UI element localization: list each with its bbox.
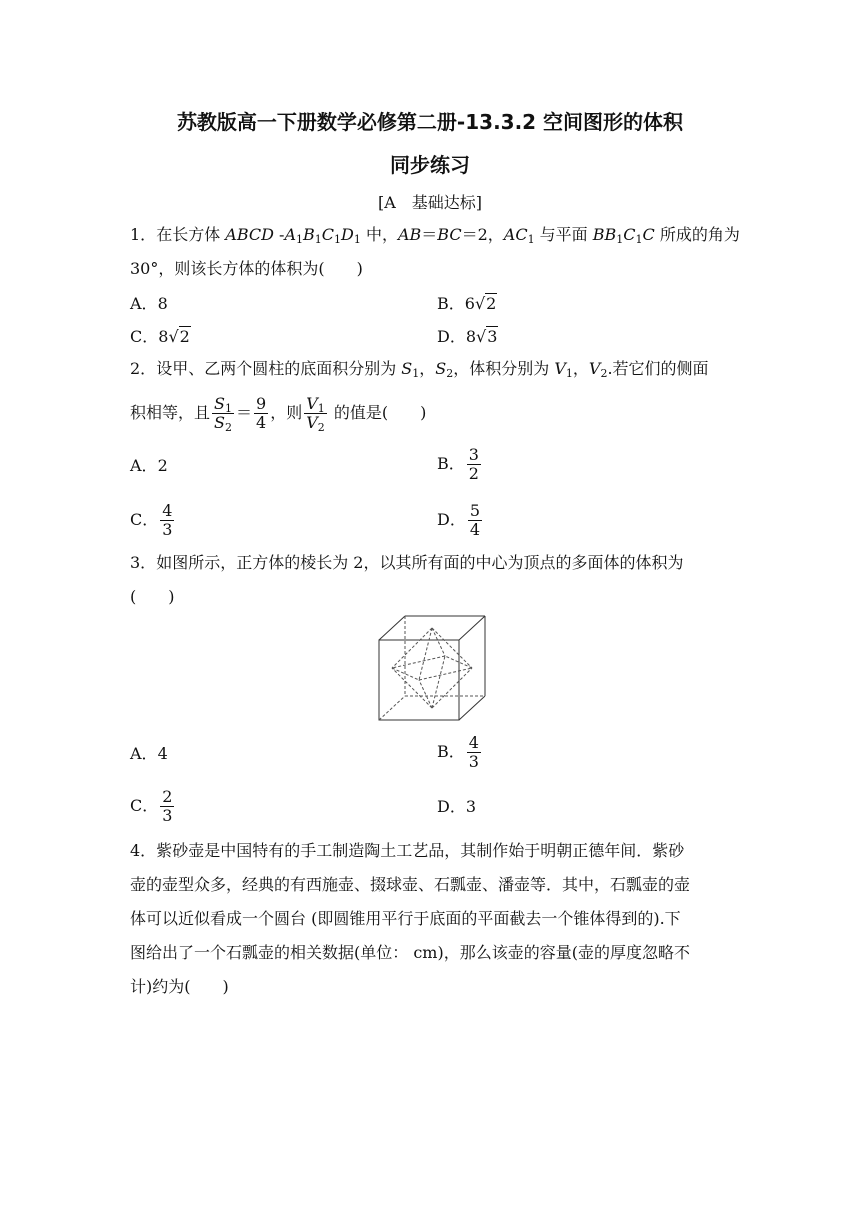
question-1-line-2: 30°，则该长方体的体积为( ) xyxy=(130,259,363,278)
fraction-v1-v2: $\frac{V_1}{V_2}$ xyxy=(306,394,325,434)
q1-option-c[interactable]: C．8√2 xyxy=(130,327,190,346)
q2-option-d[interactable]: D． $\frac{5}{4}$ xyxy=(437,501,481,539)
question-2-line-2: 积相等，且 $\frac{S_1}{S_2}$ ＝ $\frac{9}{4}$ ，则 $\frac{V_1}{V_2}$ 的值是( ) xyxy=(130,394,427,434)
question-2-line-1: 2．设甲、乙两个圆柱的底面积分别为 $S_1$，$S_2$，体积分别为 $V_1$，$V_2$.若它们的侧面 xyxy=(130,359,709,380)
q3-option-b[interactable]: B． $\frac{4}{3}$ xyxy=(437,733,479,771)
q2-option-a[interactable]: A．2 xyxy=(130,456,168,475)
fraction-9-4: $\frac{9}{4}$ xyxy=(256,394,267,432)
question-1-line-1: 1．在长方体 ABCD $-A_1B_1C_1D_1$ 中，AB＝BC＝2，$AC_1$ 与平面 $BB_1C_1C$ 所成的角为 xyxy=(130,225,740,246)
question-4-line-1: 4．紫砂壶是中国特有的手工制造陶土工艺品，其制作始于明朝正德年间．紫砂 xyxy=(130,841,685,860)
sqrt-symbol: √2 xyxy=(474,294,497,313)
question-4-line-3: 体可以近似看成一个圆台 (即圆锥用平行于底面的平面截去一个锥体得到的).下 xyxy=(130,909,681,928)
question-4-line-5: 计)约为( ) xyxy=(130,977,229,996)
cube-edge xyxy=(459,616,485,640)
question-number: 1． xyxy=(130,225,157,244)
q2-option-c[interactable]: C． $\frac{4}{3}$ xyxy=(130,501,173,539)
question-3-line-1: 3．如图所示，正方体的棱长为 2，以其所有面的中心为顶点的多面体的体积为 xyxy=(130,553,684,572)
q2-option-b[interactable]: B． $\frac{3}{2}$ xyxy=(437,445,479,483)
question-3-line-2: ( ) xyxy=(130,587,175,606)
question-number: 2． xyxy=(130,359,157,378)
cube-edge xyxy=(459,696,485,720)
q1-option-a[interactable]: A．8 xyxy=(130,294,168,313)
question-number: 3． xyxy=(130,553,157,572)
q1-option-d[interactable]: D．8√3 xyxy=(437,327,498,346)
q3-option-a[interactable]: A．4 xyxy=(130,744,168,763)
cube-hidden-edge xyxy=(379,696,405,720)
q3-option-d[interactable]: D．3 xyxy=(437,797,477,816)
document-title: 苏教版高一下册数学必修第二册-13.3.2 空间图形的体积 xyxy=(176,110,684,134)
question-4-line-2: 壶的壶型众多，经典的有西施壶、掇球壶、石瓢壶、潘壶等．其中，石瓢壶的壶 xyxy=(130,875,691,894)
sqrt-symbol: √3 xyxy=(476,327,498,346)
cube-octahedron-figure xyxy=(375,612,487,724)
q1-option-b[interactable]: B．6√2 xyxy=(437,294,497,313)
cube-edge xyxy=(379,616,405,640)
sqrt-symbol: √2 xyxy=(168,327,190,346)
section-heading: [A 基础达标] xyxy=(377,193,483,212)
document-subtitle: 同步练习 xyxy=(390,153,470,177)
question-number: 4． xyxy=(130,841,157,860)
question-4-line-4: 图给出了一个石瓢壶的相关数据(单位： cm)，那么该壶的容量(壶的厚度忽略不 xyxy=(130,943,690,962)
fraction-s1-s2: $\frac{S_1}{S_2}$ xyxy=(214,394,232,434)
q3-option-c[interactable]: C． $\frac{2}{3}$ xyxy=(130,787,173,825)
